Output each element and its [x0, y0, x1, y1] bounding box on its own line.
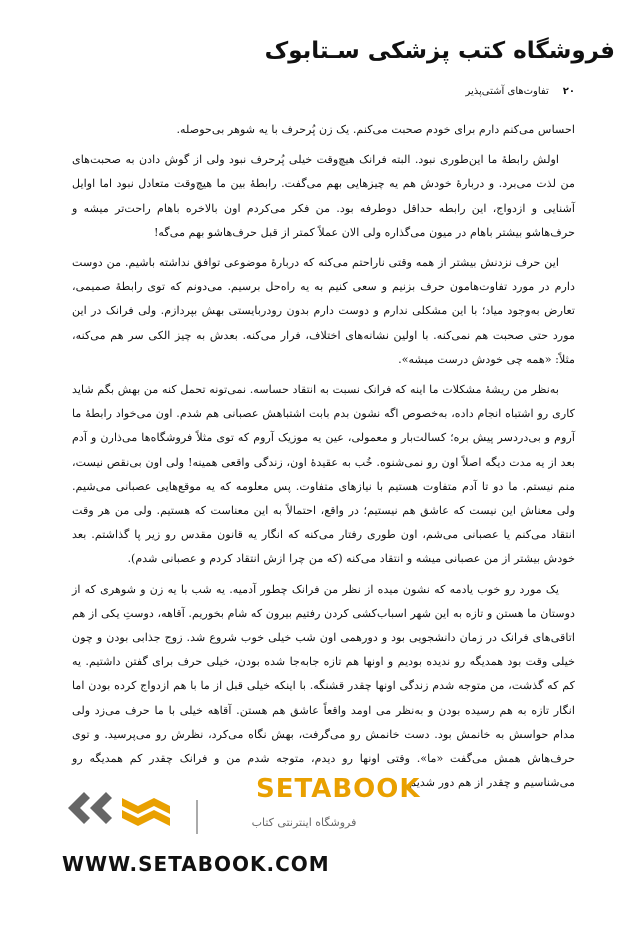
paragraph: یک مورد رو خوب یادمه که نشون میده از نظر من فرانک چطور آدمیه. یه شب با یه زن و شوهری که از دوستان ما هستن و تازه به این شهر اسباب‌کشی کردن رفتیم بیرون که شام بخوریم. آقاهه، دوستِ یکی از هم اتاقی‌های فرانک در زمان دانشجویی بود و دورهمی اون شب خیلی خوب شروع شد. زوج جذابی بودن و چون خیلی وقت بود همدیگه رو ندیده بودیم و اونها هم تازه جابه‌جا شده بودن، خیلی حرف برای گفتن داشتیم. یه کم که گذشت، من متوجه شدم زندگی اونها چقدر قشنگه. با اینکه خیلی قبل از ما با هم ازدواج کرده بودن اما انگار تازه به هم رسیده بودن و به‌نظر می اومد واقعاً عاشق هم هستن. آقاهه خیلی با ما حرف می‌زد ولی مدام حواسش به خانمش بود. دست خانمش رو می‌گرفت، بهش نگاه می‌کرد، نظرش رو می‌پرسید. و توی حرف‌هاش همش می‌گفت «ما». وقتی اونها رو دیدم، متوجه شدم من و فرانک چقدر کم همدیگه رو می‌شناسیم و چقدر از هم دور شدیم. [72, 582, 575, 790]
setabook-logo-icon [60, 778, 190, 838]
paragraph: به‌نظر من ریشهٔ مشکلات ما اینه که فرانک نسبت به انتقاد حساسه. نمی‌تونه تحمل کنه من بهش بگم شاید کاری رو اشتباه انجام داده، به‌خصوص اگه نشون بدم بابت اشتباهش عصبانی هم شدم. اون می‌خواد رابطهٔ ما آروم و بی‌دردسر پیش بره؛ کسالت‌بار و معمولی، عین یه موزیک آروم که توی مثلاً فروشگاه‌ها می‌ذارن و آدم بعد از یه مدت دیگه اصلاً اون رو نمی‌شنوه. خُب به عقیدهٔ اون، زندگی واقعی همینه! ولی اون بی‌نقص نیست، منم نیستم. ما دو تا آدم متفاوت هستیم با نیازهای متفاوت. پس معلومه که یه موقع‌هایی عصبانی می‌شیم. ولی معناش این نیست که عاشق هم نیستیم؛ در واقع، احتمالاً به این معناست که هستیم. ولی من هر وقت انتقاد می‌کنم یا عصبانی می‌شم، اون طوری رفتار می‌کنه که انگار یه قانون مقدس رو زیر پا گذاشتم. بعد خودش بیشتر از من عصبانی میشه و انتقاد می‌کنه (که من چرا ازش انتقاد کردم و عصبانی شدم). [72, 383, 575, 566]
page-number: ۲۰ [562, 86, 575, 97]
store-header: فروشگاه کتب پزشکی سـتابوک [264, 38, 615, 64]
paragraph: این حرف نزدنش بیشتر از همه وقتی ناراحتم می‌کنه که دربارهٔ موضوعی توافق نداشته باشیم. من دوست دارم در مورد تفاوت‌هامون حرف بزنیم و سعی کنیم به یه راه‌حل برسیم. می‌دونم که توی رابطهٔ صمیمی، تعارض به‌وجود میاد؛ با این مشکلی ندارم و دوست دارم بدون رودربایستی بهش بپردازم. ولی فرانک در این مورد حتی صحبت هم نمی‌کنه. با اولین نشانه‌های اختلاف، فرار می‌کنه. بعدش به چیز الکی سر هم می‌کنه، مثلاً: «همه چی خودش درست میشه». [72, 256, 575, 366]
watermark-tagline: فروشگاه اینترنتی کتاب [251, 816, 357, 829]
watermark-url: WWW.SETABOOK.COM [62, 852, 330, 876]
body-text [72, 118, 575, 801]
chapter-title: تفاوت‌های آشتی‌پذیر [465, 86, 549, 97]
watermark-logo [60, 772, 421, 847]
paragraph: اولش رابطهٔ ما این‌طوری نبود. البته فرانک هیچ‌وقت خیلی پُرحرف نبود ولی از گوش دادن به صحبت‌های من لذت می‌برد. و دربارهٔ خودش هم یه چیزهایی بهم می‌گفت. رابطهٔ بین ما هیچ‌وقت متعادل نبود اما اوایل آشنایی و ازدواج، این رابطه حداقل دوطرفه بود. من فکر می‌کردم اون بالاخره باهام راحت‌تر میشه و حرف‌هاشو بیشتر باهام در میون می‌گذاره ولی الان عملاً کمتر از قبل حرف‌هاشو بهم می‌گه! [72, 153, 575, 239]
watermark-brand: SETABOOK [256, 774, 421, 804]
logo-divider [196, 800, 198, 834]
paragraph: احساس می‌کنم دارم برای خودم صحبت می‌کنم. یک زن پُرحرف با یه شوهر بی‌حوصله. [176, 123, 575, 136]
running-head [465, 86, 575, 97]
